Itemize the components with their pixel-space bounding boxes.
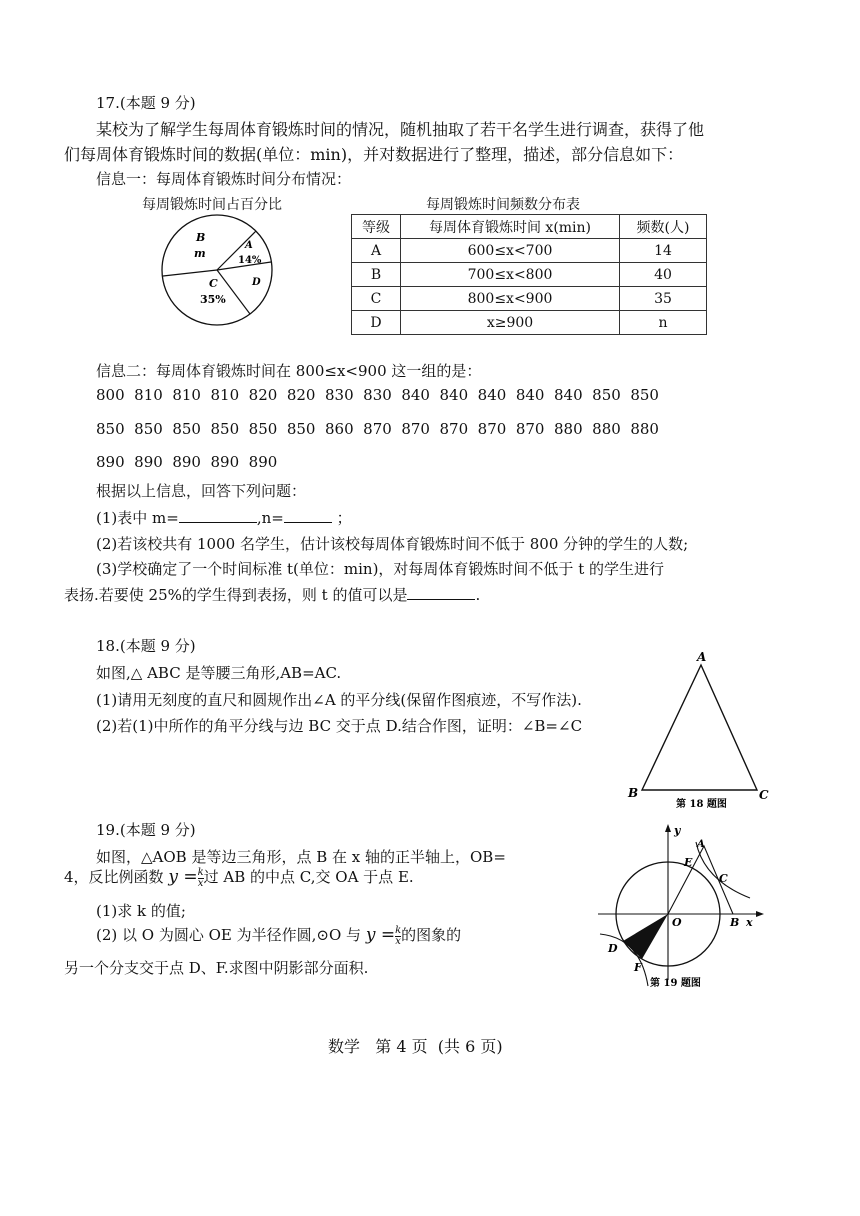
data-line-1: 800 810 810 810 820 820 830 830 840 840 840 840 840 850 850 — [96, 386, 659, 404]
q19-header: 19.(本题 9 分) — [96, 821, 196, 839]
pie-label-b: B — [196, 231, 206, 244]
table-cell: 700≤x<800 — [401, 263, 620, 287]
part3-text-end: . — [475, 586, 481, 604]
table-row — [352, 311, 707, 335]
q17-part3-line1: (3)学校确定了一个时间标准 t(单位：min)，对每周体育锻炼时间不低于 t 的学生进行 — [96, 560, 664, 578]
table-header-cell: 频数(人) — [620, 215, 707, 239]
table-header-row — [352, 215, 707, 239]
table-cell: 600≤x<700 — [401, 239, 620, 263]
table-cell: 40 — [620, 263, 707, 287]
pie-label-d: D — [252, 277, 261, 288]
pie-label-c: C — [209, 277, 218, 290]
pie-label-m: m — [194, 247, 206, 260]
origin-o-label: O — [672, 916, 682, 929]
fraction-denominator: x — [395, 935, 401, 947]
q19-part2-line2: 另一个分支交于点 D、F.求图中阴影部分面积. — [64, 959, 369, 977]
vertex-c-label: C — [759, 788, 769, 802]
point-b-label: B — [730, 916, 740, 929]
vertex-a-label: A — [697, 650, 707, 664]
frequency-table — [351, 214, 707, 335]
table-cell: D — [352, 311, 401, 335]
q18-header: 18.(本题 9 分) — [96, 637, 196, 655]
data-line-2: 850 850 850 850 850 850 860 870 870 870 870 870 880 880 880 — [96, 420, 659, 438]
pie-divider-bc — [163, 270, 217, 276]
q17-part3-line2 — [64, 584, 480, 605]
table-header-cell: 每周体育锻炼时间 x(min) — [401, 215, 620, 239]
pie-label-a: A — [245, 240, 253, 251]
vertex-b-label: B — [628, 786, 639, 800]
pie-divider-cd — [217, 270, 250, 314]
q17-header: 17.(本题 9 分) — [96, 94, 196, 112]
table-cell: x≥900 — [401, 311, 620, 335]
table-cell: 14 — [620, 239, 707, 263]
part1-text-end: ； — [331, 509, 352, 527]
q19-line2 — [64, 866, 414, 889]
q17-prompt: 根据以上信息，回答下列问题： — [96, 482, 307, 500]
line2-suffix: 过 AB 的中点 C,交 OA 于点 E. — [203, 868, 414, 886]
q19-part2-line1 — [96, 924, 461, 947]
answer-blank-m[interactable] — [179, 508, 257, 523]
q18-line1: 如图,△ ABC 是等腰三角形,AB=AC. — [96, 664, 342, 682]
q17-part1 — [96, 507, 352, 528]
q17-info2: 信息二：每周体育锻炼时间在 800≤x<900 这一组的是： — [96, 362, 482, 380]
q18-line2: (1)请用无刻度的直尺和圆规作出∠A 的平分线(保留作图痕迹，不写作法). — [96, 691, 582, 709]
pie-label-a-pct: 14% — [238, 255, 262, 266]
q18-line3: (2)若(1)中所作的角平分线与边 BC 交于点 D.结合作图，证明：∠B=∠C — [96, 717, 583, 735]
q17-info1: 信息一：每周体育锻炼时间分布情况： — [96, 170, 352, 188]
fraction-numerator: k — [395, 924, 402, 936]
q18-triangle-figure — [620, 645, 780, 810]
table-row — [352, 287, 707, 311]
table-row — [352, 239, 707, 263]
table-cell: C — [352, 287, 401, 311]
part2-suffix: 的图象的 — [401, 926, 462, 944]
part1-text-n: ,n= — [256, 509, 284, 527]
q19-line1: 如图，△AOB 是等边三角形，点 B 在 x 轴的正半轴上，OB= — [96, 848, 506, 866]
table-cell: n — [620, 311, 707, 335]
q17-part2: (2)若该校共有 1000 名学生，估计该校每周体育锻炼时间不低于 800 分钟的学生的人数; — [96, 535, 689, 553]
answer-blank-n[interactable] — [284, 508, 332, 523]
part3-text: 表扬.若要使 25%的学生得到表扬，则 t 的值可以是 — [64, 586, 408, 604]
table-title: 每周锻炼时间频数分布表 — [426, 197, 580, 213]
answer-blank-t[interactable] — [407, 585, 475, 600]
q17-intro-line1: 某校为了解学生每周体育锻炼时间的情况，随机抽取了若干名学生进行调查，获得了他 — [96, 120, 705, 139]
q19-circle-figure — [592, 820, 767, 992]
table-cell: B — [352, 263, 401, 287]
point-f-label: F — [634, 961, 642, 974]
q17-intro-line2: 们每周体育锻炼时间的数据(单位：min)，并对数据进行了整理，描述，部分信息如下： — [64, 145, 684, 164]
pie-label-c-pct: 35% — [200, 293, 226, 306]
table-cell: 35 — [620, 287, 707, 311]
figure-19-caption: 第 19 题图 — [650, 978, 701, 989]
triangle-abc — [642, 665, 757, 790]
table-header-cell: 等级 — [352, 215, 401, 239]
part1-text-m: (1)表中 m= — [96, 509, 179, 527]
q19-part1: (1)求 k 的值; — [96, 902, 186, 920]
y-axis-arrow — [665, 824, 671, 832]
y-equals: y = — [365, 925, 396, 945]
point-c-label: C — [719, 872, 728, 885]
y-equals: y = — [168, 867, 198, 887]
pie-chart — [152, 212, 282, 330]
line2-prefix: 4，反比例函数 — [64, 868, 169, 886]
axis-y-label: y — [674, 824, 681, 837]
shaded-sector — [623, 914, 668, 959]
pie-chart-title: 每周锻炼时间占百分比 — [142, 197, 282, 213]
point-a-label: A — [697, 839, 705, 850]
axis-x-label: x — [746, 916, 753, 929]
fraction-numerator: k — [197, 866, 204, 878]
point-e-label: E — [684, 856, 693, 869]
part2-prefix: (2) 以 O 为圆心 OE 为半径作圆,⊙O 与 — [96, 926, 366, 944]
data-line-3: 890 890 890 890 890 — [96, 453, 278, 471]
fraction-denominator: x — [197, 877, 204, 889]
table-cell: 800≤x<900 — [401, 287, 620, 311]
figure-18-caption: 第 18 题图 — [676, 799, 727, 810]
point-d-label: D — [608, 942, 618, 955]
x-axis-arrow — [756, 911, 764, 917]
page-footer: 数学 第 4 页 (共 6 页) — [328, 1037, 503, 1056]
table-row — [352, 263, 707, 287]
table-cell: A — [352, 239, 401, 263]
